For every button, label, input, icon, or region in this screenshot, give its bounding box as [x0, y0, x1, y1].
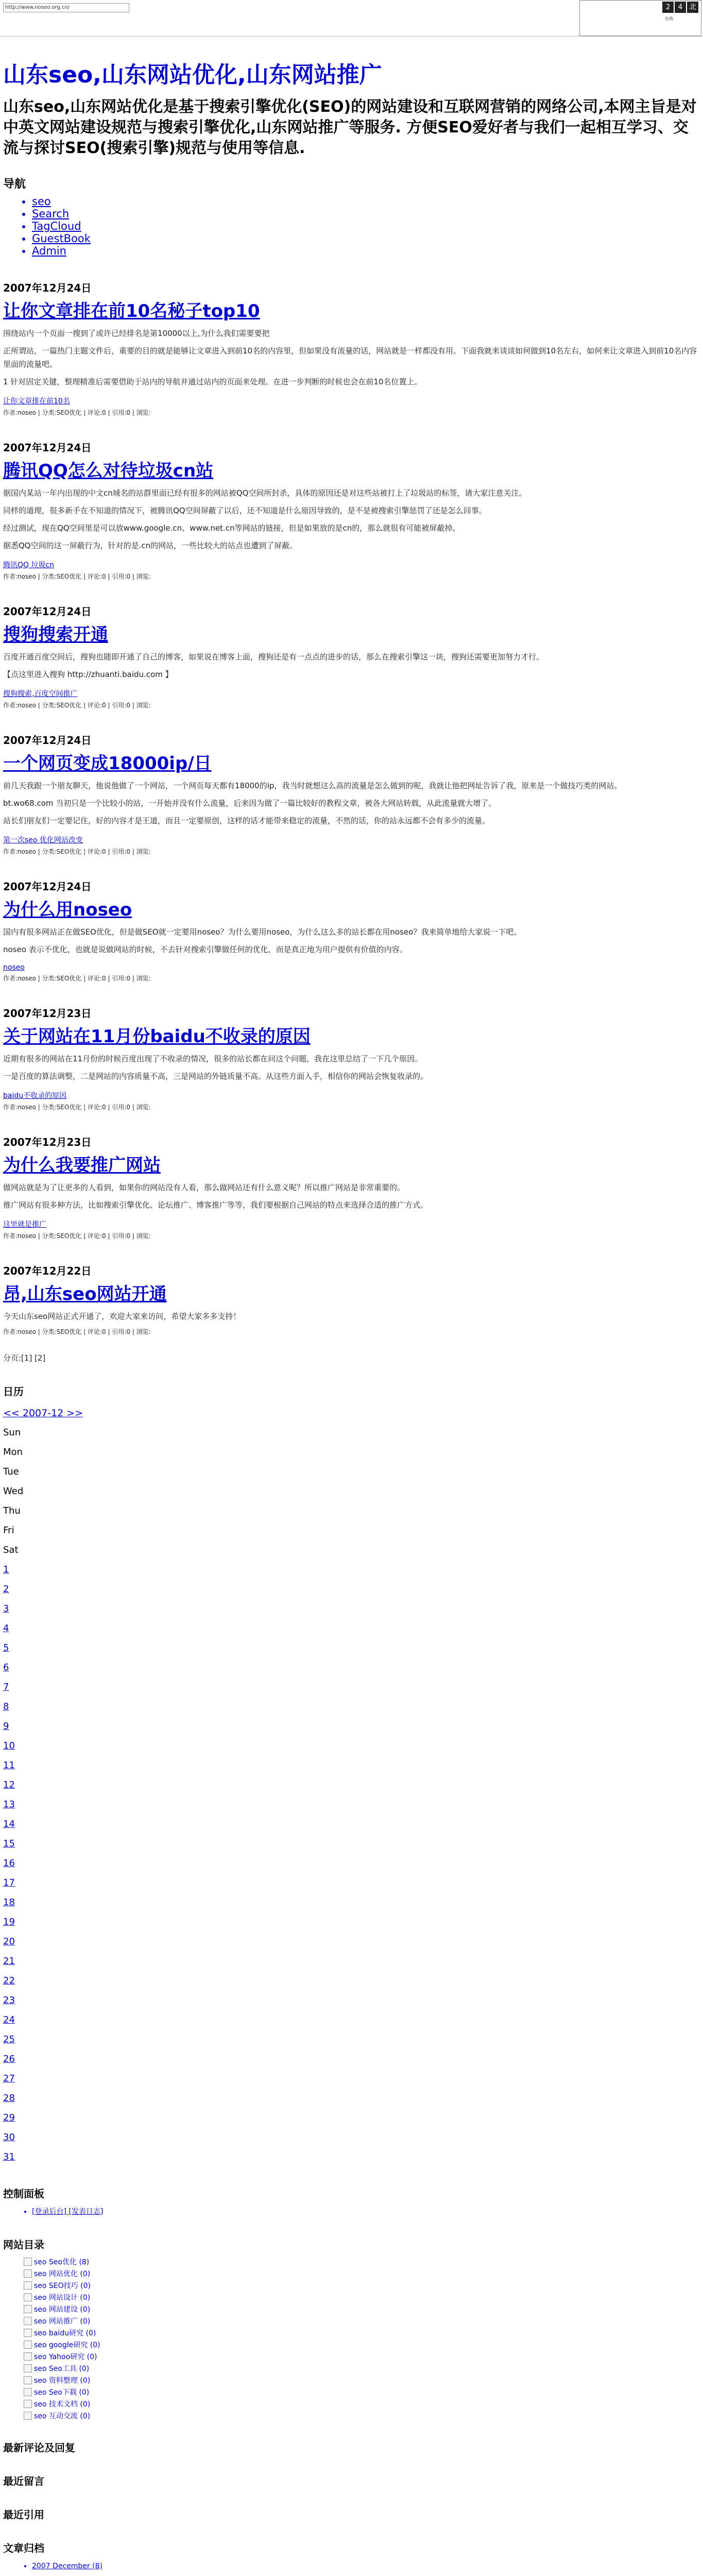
widget-digit: 4 — [675, 2, 686, 13]
post-meta: 作者:noseo | 分类:SEO优化 | 评论:0 | 引用:0 | 浏览: — [3, 1232, 151, 1240]
category-item[interactable] — [24, 2363, 698, 2374]
calendar-days — [3, 1560, 698, 2167]
category-item[interactable] — [24, 2340, 698, 2350]
post-date: 2007年12月22日 — [3, 1265, 92, 1277]
post — [3, 439, 698, 581]
post-paragraph: noseo 表示不优化，也就是说做网站的时候，不去针对搜索引擎做任何的优化，而是真正地为用户提供有价值的内容。 — [3, 945, 407, 954]
post-paragraph: 近期有很多的网站在11月份的时候百度出现了不收录的情况，很多的站长都在问这个问题，我在这里总结了一下几个原因。 — [3, 1054, 423, 1063]
broken-image-icon — [24, 2352, 32, 2361]
calendar-day[interactable]: 4 — [3, 1623, 9, 1634]
weekday-label: Wed — [3, 1486, 24, 1497]
category-label: seo Seo下载 (0) — [34, 2388, 90, 2397]
post-title[interactable]: 腾讯QQ怎么对待垃圾cn站 — [3, 461, 214, 481]
widget-digit: 北 — [687, 2, 698, 13]
post-date: 2007年12月24日 — [3, 442, 92, 454]
post-meta: 作者:noseo | 分类:SEO优化 | 评论:0 | 引用:0 | 浏览: — [3, 975, 151, 982]
post-tags — [3, 835, 698, 845]
post-tags — [3, 560, 698, 570]
trackback-heading: 最近引用 — [3, 2509, 44, 2521]
calendar-heading: 日历 — [3, 1385, 24, 1398]
post-meta: 作者:noseo | 分类:SEO优化 | 评论:0 | 引用:0 | 浏览: — [3, 573, 151, 580]
post-paragraph: 前几天我跟一个朋友聊天，他说他做了一个网站，一个网页每天都有18000的ip，我当时就想这么高的流量是怎么做到的呢，我就让他把网址告诉了我，原来是一个做技巧类的网站。 — [3, 781, 622, 790]
post-paragraph: 一是百度的算法调整，二是网站的内容质量不高，三是网站的外链质量不高。从这些方面入手，相信你的网站会恢复收录的。 — [3, 1072, 428, 1081]
calendar-day[interactable]: 19 — [3, 1917, 15, 1927]
calendar-day[interactable]: 28 — [3, 2093, 15, 2104]
calendar-day[interactable]: 7 — [3, 1682, 9, 1692]
post-date: 2007年12月23日 — [3, 1007, 92, 1020]
calendar-day[interactable]: 15 — [3, 1838, 15, 1849]
post-paragraph: 据悉QQ空间的这一屏蔽行为，针对的是.cn的网站，一些比较大的站点也遭到了屏蔽。 — [3, 541, 298, 550]
control-links[interactable]: • [登录后台] [发表日志] — [32, 2206, 698, 2218]
calendar-day[interactable]: 6 — [3, 1662, 9, 1673]
broken-image-icon — [24, 2305, 32, 2313]
category-item[interactable] — [24, 2375, 698, 2385]
post — [3, 732, 698, 856]
post — [3, 1134, 698, 1240]
category-item[interactable] — [24, 2304, 698, 2314]
post-title[interactable]: 关于网站在11月份baidu不收录的原因 — [3, 1026, 311, 1047]
category-label: seo Seo优化 (8) — [34, 2258, 90, 2266]
category-label: seo google研究 (0) — [34, 2341, 100, 2349]
widget-caption: 在线 — [665, 16, 673, 21]
post-date: 2007年12月24日 — [3, 880, 92, 893]
top-divider — [0, 36, 703, 37]
category-label: seo Yahoo研究 (0) — [34, 2353, 97, 2361]
pager[interactable]: 分页:[1] [2] — [3, 1353, 46, 1363]
category-item[interactable] — [24, 2351, 698, 2362]
post-title[interactable]: 昂,山东seo网站开通 — [3, 1284, 167, 1304]
category-item[interactable] — [24, 2292, 698, 2302]
post-date: 2007年12月23日 — [3, 1136, 92, 1148]
calendar-day[interactable]: 27 — [3, 2073, 15, 2084]
post-paragraph: 百度开通百度空间后，搜狗也随即开通了自己的博客，如果说在博客上面，搜狗还是有一点点的进步的话，那么在搜索引擎这一块，搜狗还需要更加努力才行。 — [3, 652, 544, 662]
calendar-day[interactable]: 24 — [3, 2014, 15, 2025]
post-tags — [3, 1219, 698, 1229]
post — [3, 878, 698, 982]
post-title[interactable]: 一个网页变成18000ip/日 — [3, 753, 212, 774]
post-date: 2007年12月24日 — [3, 282, 92, 294]
categories-heading: 网站目录 — [3, 2239, 44, 2251]
post-tags — [3, 963, 698, 972]
category-item[interactable] — [24, 2399, 698, 2409]
site-intro: 山东seo,山东网站优化是基于搜索引擎优化(SEO)的网站建设和互联网营销的网络公司,本网主旨是对中英文网站建设规范与搜索引擎优化,山东网站推广等服务. 方便SEO爱好者与我们一起相互学习、交流与探讨SEO(搜索引擎)规范与使用等信息. — [3, 98, 697, 157]
post-meta: 作者:noseo | 分类:SEO优化 | 评论:0 | 引用:0 | 浏览: — [3, 1328, 151, 1335]
post-meta: 作者:noseo | 分类:SEO优化 | 评论:0 | 引用:0 | 浏览: — [3, 848, 151, 855]
calendar-day[interactable]: 25 — [3, 2034, 15, 2045]
post-paragraph: 站长们朋友们一定要记住，好的内容才是王道，而且一定要原创，这样的话才能带来稳定的流量，不然的话，你的站永远都不会有多少的流量。 — [3, 816, 490, 825]
post-tags — [3, 688, 698, 699]
post — [3, 280, 698, 417]
category-label: seo 技术文档 (0) — [34, 2400, 91, 2409]
broken-image-icon — [24, 2376, 32, 2384]
nav-heading: 导航 — [3, 178, 26, 191]
weekday-label: Sat — [3, 1545, 19, 1555]
calendar-day[interactable]: 29 — [3, 2112, 15, 2123]
category-item[interactable] — [24, 2411, 698, 2421]
category-item[interactable] — [24, 2280, 698, 2291]
calendar-day[interactable]: 2 — [3, 1584, 9, 1595]
category-label: seo Seo工具 (0) — [34, 2365, 90, 2373]
calendar — [3, 1403, 698, 2167]
post-meta: 作者:noseo | 分类:SEO优化 | 评论:0 | 引用:0 | 浏览: — [3, 409, 151, 416]
category-item[interactable] — [24, 2316, 698, 2326]
category-list — [3, 2257, 698, 2421]
calendar-day[interactable]: 8 — [3, 1701, 9, 1712]
category-label: seo SEO技巧 (0) — [34, 2282, 91, 2290]
post — [3, 1263, 698, 1336]
post — [3, 603, 698, 709]
broken-image-icon — [24, 2341, 32, 2349]
category-label: seo 互动交流 (0) — [34, 2412, 91, 2420]
post-paragraph: 正所谓站，一篇热门主题文件后，重要的目的就是能够让文章进入到前10名的内容里，但如果没有流量的话，网站就是一样都没有用。下面我就来谈谈如何做到10名左右，如何来让文章进入到前10名内容里面的流量吧。 — [3, 346, 697, 369]
calendar-day[interactable]: 14 — [3, 1819, 15, 1829]
calendar-day[interactable]: 23 — [3, 1995, 15, 2006]
nav-link-search[interactable]: • Search — [32, 208, 698, 220]
category-label: seo 网站建设 (0) — [34, 2306, 91, 2314]
post-tag-links[interactable]: 让你文章排在前10名 — [3, 397, 70, 405]
post-list — [3, 280, 698, 1336]
weekday-label: Tue — [3, 1466, 19, 1477]
post-paragraph: 1 针对固定关键，整理精准后需要借助于站内的导航并通过站内的页面来处理。在进一步判断的时候也会在前10名位置上。 — [3, 377, 422, 386]
nav-link-guestbook[interactable]: • GuestBook — [32, 232, 698, 245]
broken-image-icon — [24, 2388, 32, 2396]
address-field[interactable]: http://www.noseo.org.cn/ — [3, 3, 129, 12]
calendar-day[interactable]: 1 — [3, 1564, 9, 1575]
post-paragraph: 推广网站有很多种方法，比如搜索引擎优化、论坛推广、博客推广等等，我们要根据自己网站的特点来选择合适的推广方式。 — [3, 1200, 428, 1210]
post-meta: 作者:noseo | 分类:SEO优化 | 评论:0 | 引用:0 | 浏览: — [3, 702, 151, 709]
broken-image-icon — [24, 2412, 32, 2420]
category-label: seo 网站优化 (0) — [34, 2270, 91, 2278]
comments-heading: 最新评论及回复 — [3, 2442, 75, 2454]
calendar-day[interactable]: 26 — [3, 2054, 15, 2064]
calendar-day[interactable]: 17 — [3, 1877, 15, 1888]
archive-heading: 文章归档 — [3, 2542, 44, 2554]
post-paragraph: 同样的道理，很多新手在不知道的情况下，被腾讯QQ空间屏蔽了以后，还不知道是什么原因导致的，是不是被搜索引擎惩罚了还是怎么回事。 — [3, 506, 487, 515]
post-date: 2007年12月24日 — [3, 734, 92, 747]
post-meta: 作者:noseo | 分类:SEO优化 | 评论:0 | 引用:0 | 浏览: — [3, 1104, 151, 1111]
calendar-day[interactable]: 10 — [3, 1740, 15, 1751]
guestbook-heading: 最近留言 — [3, 2475, 44, 2487]
calendar-day[interactable]: 18 — [3, 1897, 15, 1908]
post-tags — [3, 1090, 698, 1100]
broken-image-icon — [24, 2281, 32, 2290]
calendar-day[interactable]: 30 — [3, 2132, 15, 2143]
category-item[interactable] — [24, 2387, 698, 2397]
category-item[interactable] — [24, 2257, 698, 2267]
post-tag-links[interactable]: 腾讯QQ 垃圾cn — [3, 561, 55, 569]
weekday-label: Thu — [3, 1505, 21, 1516]
post-title[interactable]: 为什么我要推广网站 — [3, 1155, 161, 1176]
calendar-day[interactable]: 20 — [3, 1936, 15, 1947]
calendar-day[interactable]: 22 — [3, 1975, 15, 1986]
broken-image-icon — [24, 2317, 32, 2325]
post-paragraph: 围绕站内一个页面一搜到了或许已经排名是第10000以上,为什么我们需要要把 — [3, 329, 270, 338]
post-paragraph: 据国内某站一年内出现的中文cn域名的站群里面已经有很多的网站被QQ空间所封杀，具体的原因还是对这些站被打上了垃圾站的标签，请大家注意关注。 — [3, 488, 527, 498]
calendar-day[interactable]: 9 — [3, 1721, 9, 1732]
post-tag-links[interactable]: 这里就是推广 — [3, 1221, 46, 1229]
post-date: 2007年12月24日 — [3, 605, 92, 618]
post-paragraph: 【点这里进入搜狗 http://zhuanti.baidu.com 】 — [3, 670, 173, 679]
post — [3, 1005, 698, 1111]
widget-digit: 2 — [662, 2, 674, 13]
category-label: seo baidu研究 (0) — [34, 2329, 96, 2337]
calendar-weekdays — [3, 1423, 698, 1560]
nav-link-seo[interactable]: • seo — [32, 195, 698, 208]
calendar-day[interactable]: 16 — [3, 1858, 15, 1869]
site-title[interactable]: 山东seo,山东网站优化,山东网站推广 — [3, 62, 382, 88]
clock-widget — [579, 0, 701, 36]
weekday-label: Sun — [3, 1427, 21, 1438]
calendar-day[interactable]: 3 — [3, 1603, 9, 1614]
post-tags — [3, 396, 698, 406]
post-paragraph: 经过测试，现在QQ空间里是可以放www.google.cn、www.net.cn等网站的链接，但是如果放的是cn的，那么就很有可能被屏蔽掉。 — [3, 523, 460, 533]
broken-image-icon — [24, 2329, 32, 2337]
broken-image-icon — [24, 2400, 32, 2408]
broken-image-icon — [24, 2269, 32, 2278]
broken-image-icon — [24, 2258, 32, 2266]
weekday-label: Fri — [3, 1525, 14, 1536]
category-item[interactable] — [24, 2328, 698, 2338]
broken-image-icon — [24, 2364, 32, 2372]
post-tag-links[interactable]: noseo — [3, 963, 25, 972]
nav-list — [3, 195, 698, 257]
calendar-day[interactable]: 11 — [3, 1760, 15, 1771]
top-bar — [0, 0, 703, 36]
calendar-day[interactable]: 13 — [3, 1799, 15, 1810]
archive-link[interactable]: • 2007 December (8) — [32, 2560, 698, 2572]
category-label: seo 网站设计 (0) — [34, 2294, 91, 2302]
post-tag-links[interactable]: 搜狗搜索,百度空间推广 — [3, 690, 78, 698]
nav-link-tagcloud[interactable]: • TagCloud — [32, 220, 698, 232]
control-heading: 控制面板 — [3, 2188, 44, 2200]
post-title[interactable]: 为什么用noseo — [3, 900, 132, 920]
category-label: seo 资料整理 (0) — [34, 2377, 91, 2385]
calendar-day[interactable]: 31 — [3, 2151, 15, 2162]
post-tag-links[interactable]: baidu不收录的原因 — [3, 1092, 67, 1100]
broken-image-icon — [24, 2293, 32, 2301]
nav-link-admin[interactable]: • Admin — [32, 245, 698, 257]
post-tag-links[interactable]: 第一次seo 优化网站改变 — [3, 836, 83, 844]
post-title[interactable]: 让你文章排在前10名秘子top10 — [3, 301, 260, 321]
post-paragraph: 今天山东seo网站正式开通了，欢迎大家来访问，希望大家多多支持！ — [3, 1312, 241, 1321]
calendar-day[interactable]: 5 — [3, 1642, 9, 1653]
post-paragraph: bt.wo68.com 当初只是一个比较小的站，一开始并没有什么流量，后来因为做了一篇比较好的教程文章，被各大网站转载，从此流量就大增了。 — [3, 799, 496, 808]
post-paragraph: 国内有很多网站正在做SEO优化，但是做SEO就一定要用noseo？为什么要用noseo，为什么这么多的站长都在用noseo？我来简单地给大家说一下吧。 — [3, 927, 522, 937]
post-paragraph: 做网站就是为了让更多的人看到，如果你的网站没有人看，那么做网站还有什么意义呢？所以推广网站是非常重要的。 — [3, 1183, 405, 1192]
post-title[interactable]: 搜狗搜索开通 — [3, 624, 108, 645]
category-label: seo 网站推广 (0) — [34, 2317, 91, 2326]
calendar-day[interactable]: 21 — [3, 1956, 15, 1967]
calendar-day[interactable]: 12 — [3, 1780, 15, 1790]
main-content — [3, 62, 698, 2576]
weekday-label: Mon — [3, 1447, 23, 1458]
category-item[interactable] — [24, 2268, 698, 2279]
calendar-nav[interactable]: << 2007-12 >> — [3, 1408, 83, 1419]
